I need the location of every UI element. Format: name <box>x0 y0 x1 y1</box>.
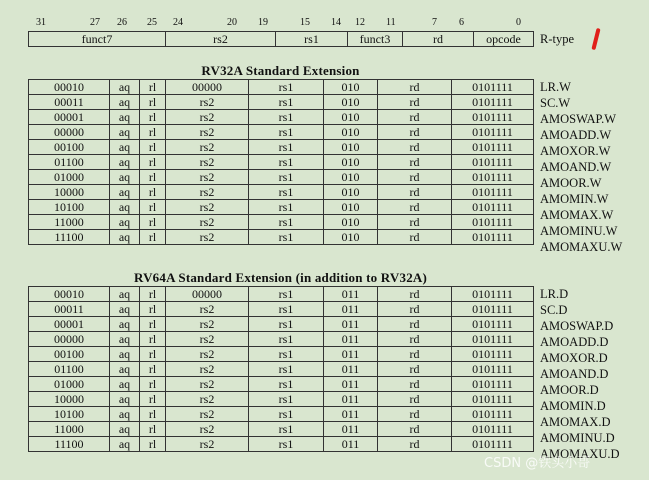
cell-rs1: rs1 <box>249 377 324 392</box>
cell-aq: aq <box>110 110 140 125</box>
cell-funct5: 00011 <box>29 302 110 317</box>
instruction-name: AMOAND.D <box>540 367 609 381</box>
cell-opcode: 0101111 <box>452 437 534 452</box>
cell-rd: rd <box>378 287 452 302</box>
cell-funct5: 00100 <box>29 347 110 362</box>
instruction-row <box>29 170 534 185</box>
instruction-name: AMOMAXU.W <box>540 240 623 254</box>
instruction-row <box>29 437 534 452</box>
cell-aq: aq <box>110 140 140 155</box>
cell-rs2: 00000 <box>166 287 249 302</box>
rv64a-instruction-table <box>28 286 534 452</box>
cell-rs2: rs2 <box>166 95 249 110</box>
cell-rs1: rs1 <box>249 332 324 347</box>
cell-aq: aq <box>110 347 140 362</box>
cell-rs2: rs2 <box>166 422 249 437</box>
cell-rs1: rs1 <box>249 215 324 230</box>
cell-funct3: 010 <box>324 215 378 230</box>
bit-number-0: 0 <box>516 17 521 28</box>
cell-opcode: 0101111 <box>452 422 534 437</box>
instruction-row <box>29 80 534 95</box>
cell-rs1: rs1 <box>249 422 324 437</box>
instruction-name: AMOMAXU.D <box>540 447 620 461</box>
cell-funct5: 11000 <box>29 422 110 437</box>
section-title-rv64a: RV64A Standard Extension (in addition to RV32A) <box>133 270 428 285</box>
cell-aq: aq <box>110 437 140 452</box>
cell-funct3: 010 <box>324 95 378 110</box>
cell-rl: rl <box>140 170 166 185</box>
cell-rd: rd <box>378 110 452 125</box>
instruction-row <box>29 347 534 362</box>
bit-number-15: 15 <box>300 17 310 28</box>
instruction-name: AMOXOR.W <box>540 144 611 158</box>
cell-aq: aq <box>110 422 140 437</box>
cell-rd: rd <box>378 437 452 452</box>
instruction-name: SC.W <box>540 96 571 110</box>
cell-funct5: 10000 <box>29 392 110 407</box>
cell-rs1: rs1 <box>249 437 324 452</box>
instruction-row <box>29 422 534 437</box>
r-type-format-table <box>28 31 534 47</box>
instruction-row <box>29 95 534 110</box>
cell-rd: rd <box>378 95 452 110</box>
cell-funct3: 011 <box>324 422 378 437</box>
cell-rl: rl <box>140 110 166 125</box>
instruction-row <box>29 407 534 422</box>
instruction-row <box>29 215 534 230</box>
cell-funct5: 10100 <box>29 200 110 215</box>
cell-funct5: 00001 <box>29 317 110 332</box>
cell-rs1: rs1 <box>249 95 324 110</box>
cell-rs2: rs2 <box>166 170 249 185</box>
cell-rl: rl <box>140 140 166 155</box>
cell-rs2: rs2 <box>166 332 249 347</box>
instruction-row <box>29 140 534 155</box>
cell-opcode: 0101111 <box>452 377 534 392</box>
instruction-name: AMOADD.W <box>540 128 612 142</box>
cell-funct3: 011 <box>324 437 378 452</box>
cell-funct5: 00100 <box>29 140 110 155</box>
cell-rs1: rs1 <box>249 125 324 140</box>
cell-funct3: 011 <box>324 377 378 392</box>
cell-rs1: rs1 <box>249 362 324 377</box>
cell-opcode: 0101111 <box>452 302 534 317</box>
cell-funct5: 00010 <box>29 80 110 95</box>
cell-rs2: rs2 <box>166 407 249 422</box>
field-funct7: funct7 <box>29 32 166 47</box>
cell-rs1: rs1 <box>249 80 324 95</box>
instruction-name: AMOXOR.D <box>540 351 608 365</box>
cell-rl: rl <box>140 317 166 332</box>
cell-funct3: 010 <box>324 80 378 95</box>
instruction-name: AMOAND.W <box>540 160 612 174</box>
cell-rd: rd <box>378 230 452 245</box>
bit-number-31: 31 <box>36 17 46 28</box>
cell-rs1: rs1 <box>249 317 324 332</box>
cell-aq: aq <box>110 80 140 95</box>
cell-funct3: 010 <box>324 185 378 200</box>
instruction-row <box>29 302 534 317</box>
bit-number-19: 19 <box>258 17 268 28</box>
cell-opcode: 0101111 <box>452 407 534 422</box>
instruction-row <box>29 230 534 245</box>
instruction-name: AMOMINU.W <box>540 224 618 238</box>
cell-rs2: rs2 <box>166 230 249 245</box>
cell-opcode: 0101111 <box>452 317 534 332</box>
cell-rs1: rs1 <box>249 407 324 422</box>
cell-rl: rl <box>140 287 166 302</box>
cell-funct3: 011 <box>324 317 378 332</box>
instruction-name: AMOADD.D <box>540 335 609 349</box>
cell-aq: aq <box>110 407 140 422</box>
instruction-name: AMOMAX.W <box>540 208 614 222</box>
cell-funct3: 010 <box>324 155 378 170</box>
instruction-name: AMOOR.D <box>540 383 599 397</box>
cell-rs1: rs1 <box>249 110 324 125</box>
cell-funct5: 00011 <box>29 95 110 110</box>
cell-rl: rl <box>140 95 166 110</box>
cell-aq: aq <box>110 392 140 407</box>
cell-funct5: 11100 <box>29 437 110 452</box>
cell-funct5: 00000 <box>29 332 110 347</box>
instruction-name: AMOSWAP.D <box>540 319 614 333</box>
cell-aq: aq <box>110 95 140 110</box>
cell-opcode: 0101111 <box>452 80 534 95</box>
cell-funct3: 011 <box>324 287 378 302</box>
instruction-row <box>29 287 534 302</box>
cell-funct3: 011 <box>324 332 378 347</box>
instruction-name: AMOMIN.D <box>540 399 606 413</box>
cell-rl: rl <box>140 215 166 230</box>
cell-rl: rl <box>140 392 166 407</box>
cell-rs2: rs2 <box>166 215 249 230</box>
r-type-label: R-type <box>540 32 575 46</box>
cell-opcode: 0101111 <box>452 287 534 302</box>
cell-funct5: 01000 <box>29 170 110 185</box>
bit-number-24: 24 <box>173 17 183 28</box>
cell-rs1: rs1 <box>249 302 324 317</box>
cell-rl: rl <box>140 80 166 95</box>
cell-funct3: 011 <box>324 392 378 407</box>
instruction-name: AMOSWAP.W <box>540 112 617 126</box>
cell-rl: rl <box>140 125 166 140</box>
cell-rl: rl <box>140 302 166 317</box>
instruction-row <box>29 377 534 392</box>
cell-funct3: 010 <box>324 170 378 185</box>
cell-aq: aq <box>110 215 140 230</box>
instruction-row <box>29 317 534 332</box>
cell-funct5: 10000 <box>29 185 110 200</box>
instruction-row <box>29 200 534 215</box>
instruction-row <box>29 392 534 407</box>
cell-rl: rl <box>140 332 166 347</box>
field-rs2: rs2 <box>166 32 276 47</box>
cell-rd: rd <box>378 80 452 95</box>
cell-rs2: rs2 <box>166 392 249 407</box>
cell-rd: rd <box>378 317 452 332</box>
field-opcode: opcode <box>474 32 534 47</box>
cell-rs2: rs2 <box>166 185 249 200</box>
instruction-name: LR.D <box>540 287 569 301</box>
csdn-watermark: CSDN @铁头小哥 <box>484 456 591 471</box>
cell-opcode: 0101111 <box>452 200 534 215</box>
cell-rd: rd <box>378 185 452 200</box>
cell-aq: aq <box>110 185 140 200</box>
cell-rs2: rs2 <box>166 347 249 362</box>
cell-opcode: 0101111 <box>452 95 534 110</box>
bit-number-14: 14 <box>331 17 341 28</box>
cell-opcode: 0101111 <box>452 362 534 377</box>
cell-rd: rd <box>378 155 452 170</box>
cell-rd: rd <box>378 170 452 185</box>
cell-opcode: 0101111 <box>452 185 534 200</box>
cell-rl: rl <box>140 347 166 362</box>
cell-opcode: 0101111 <box>452 392 534 407</box>
instruction-row <box>29 110 534 125</box>
cell-opcode: 0101111 <box>452 170 534 185</box>
cell-rl: rl <box>140 185 166 200</box>
cell-funct3: 011 <box>324 302 378 317</box>
cell-rs1: rs1 <box>249 347 324 362</box>
cell-rd: rd <box>378 392 452 407</box>
cell-opcode: 0101111 <box>452 140 534 155</box>
instruction-name: SC.D <box>540 303 568 317</box>
cell-funct5: 01100 <box>29 362 110 377</box>
instruction-name: LR.W <box>540 80 571 94</box>
cell-rd: rd <box>378 302 452 317</box>
cell-rs2: rs2 <box>166 110 249 125</box>
cell-aq: aq <box>110 125 140 140</box>
cell-opcode: 0101111 <box>452 230 534 245</box>
cell-rl: rl <box>140 362 166 377</box>
bit-number-12: 12 <box>355 17 365 28</box>
cell-rs2: rs2 <box>166 125 249 140</box>
instruction-row <box>29 185 534 200</box>
cell-aq: aq <box>110 230 140 245</box>
cell-rl: rl <box>140 200 166 215</box>
cell-rs1: rs1 <box>249 230 324 245</box>
cell-funct3: 010 <box>324 200 378 215</box>
cell-rd: rd <box>378 407 452 422</box>
cell-rs1: rs1 <box>249 200 324 215</box>
cell-aq: aq <box>110 155 140 170</box>
cell-rs2: rs2 <box>166 437 249 452</box>
cell-rl: rl <box>140 377 166 392</box>
cell-rd: rd <box>378 377 452 392</box>
cell-opcode: 0101111 <box>452 125 534 140</box>
cell-rd: rd <box>378 362 452 377</box>
cell-rs1: rs1 <box>249 155 324 170</box>
cell-aq: aq <box>110 302 140 317</box>
cell-rs2: rs2 <box>166 362 249 377</box>
cell-rs2: rs2 <box>166 302 249 317</box>
instruction-row <box>29 332 534 347</box>
instruction-name: AMOMIN.W <box>540 192 609 206</box>
cell-rs1: rs1 <box>249 170 324 185</box>
cell-rs2: rs2 <box>166 200 249 215</box>
cell-rl: rl <box>140 155 166 170</box>
bit-number-26: 26 <box>117 17 127 28</box>
cell-rs2: rs2 <box>166 140 249 155</box>
cell-opcode: 0101111 <box>452 215 534 230</box>
bit-number-27: 27 <box>90 17 100 28</box>
cell-funct5: 10100 <box>29 407 110 422</box>
cell-funct3: 010 <box>324 110 378 125</box>
cell-funct3: 010 <box>324 125 378 140</box>
cell-opcode: 0101111 <box>452 110 534 125</box>
instruction-row <box>29 125 534 140</box>
cell-aq: aq <box>110 377 140 392</box>
cell-aq: aq <box>110 362 140 377</box>
instruction-name: AMOMINU.D <box>540 431 615 445</box>
cell-rs1: rs1 <box>249 287 324 302</box>
bit-number-20: 20 <box>227 17 237 28</box>
cell-funct3: 011 <box>324 347 378 362</box>
cell-funct5: 00000 <box>29 125 110 140</box>
cell-rl: rl <box>140 230 166 245</box>
cell-rs1: rs1 <box>249 140 324 155</box>
cell-rl: rl <box>140 422 166 437</box>
cell-rs2: 00000 <box>166 80 249 95</box>
cell-funct5: 11000 <box>29 215 110 230</box>
field-rs1: rs1 <box>276 32 348 47</box>
cell-funct5: 00001 <box>29 110 110 125</box>
cell-rd: rd <box>378 125 452 140</box>
cell-rd: rd <box>378 347 452 362</box>
cell-funct5: 01000 <box>29 377 110 392</box>
cell-funct3: 011 <box>324 362 378 377</box>
cell-opcode: 0101111 <box>452 155 534 170</box>
cell-rs2: rs2 <box>166 317 249 332</box>
bit-number-7: 7 <box>432 17 437 28</box>
bit-number-6: 6 <box>459 17 464 28</box>
cell-funct5: 00010 <box>29 287 110 302</box>
cell-rs2: rs2 <box>166 377 249 392</box>
cell-funct5: 01100 <box>29 155 110 170</box>
cell-rl: rl <box>140 437 166 452</box>
cell-funct3: 010 <box>324 230 378 245</box>
instruction-name: AMOOR.W <box>540 176 602 190</box>
bit-number-25: 25 <box>147 17 157 28</box>
field-funct3: funct3 <box>348 32 403 47</box>
cell-aq: aq <box>110 170 140 185</box>
cell-rd: rd <box>378 422 452 437</box>
cell-funct3: 010 <box>324 140 378 155</box>
cell-aq: aq <box>110 332 140 347</box>
r-type-header-row <box>29 32 534 47</box>
cell-aq: aq <box>110 200 140 215</box>
cell-rd: rd <box>378 140 452 155</box>
cell-rl: rl <box>140 407 166 422</box>
cell-funct3: 011 <box>324 407 378 422</box>
cell-opcode: 0101111 <box>452 332 534 347</box>
red-pen-mark <box>591 28 600 50</box>
cell-funct5: 11100 <box>29 230 110 245</box>
cell-rd: rd <box>378 215 452 230</box>
cell-aq: aq <box>110 317 140 332</box>
instruction-row <box>29 155 534 170</box>
cell-rd: rd <box>378 332 452 347</box>
cell-rs1: rs1 <box>249 185 324 200</box>
cell-rd: rd <box>378 200 452 215</box>
bit-number-11: 11 <box>386 17 396 28</box>
cell-aq: aq <box>110 287 140 302</box>
section-title-rv32a: RV32A Standard Extension <box>201 63 360 78</box>
cell-rs1: rs1 <box>249 392 324 407</box>
field-rd: rd <box>403 32 474 47</box>
cell-opcode: 0101111 <box>452 347 534 362</box>
instruction-name: AMOMAX.D <box>540 415 611 429</box>
instruction-row <box>29 362 534 377</box>
cell-rs2: rs2 <box>166 155 249 170</box>
rv32a-instruction-table <box>28 79 534 245</box>
